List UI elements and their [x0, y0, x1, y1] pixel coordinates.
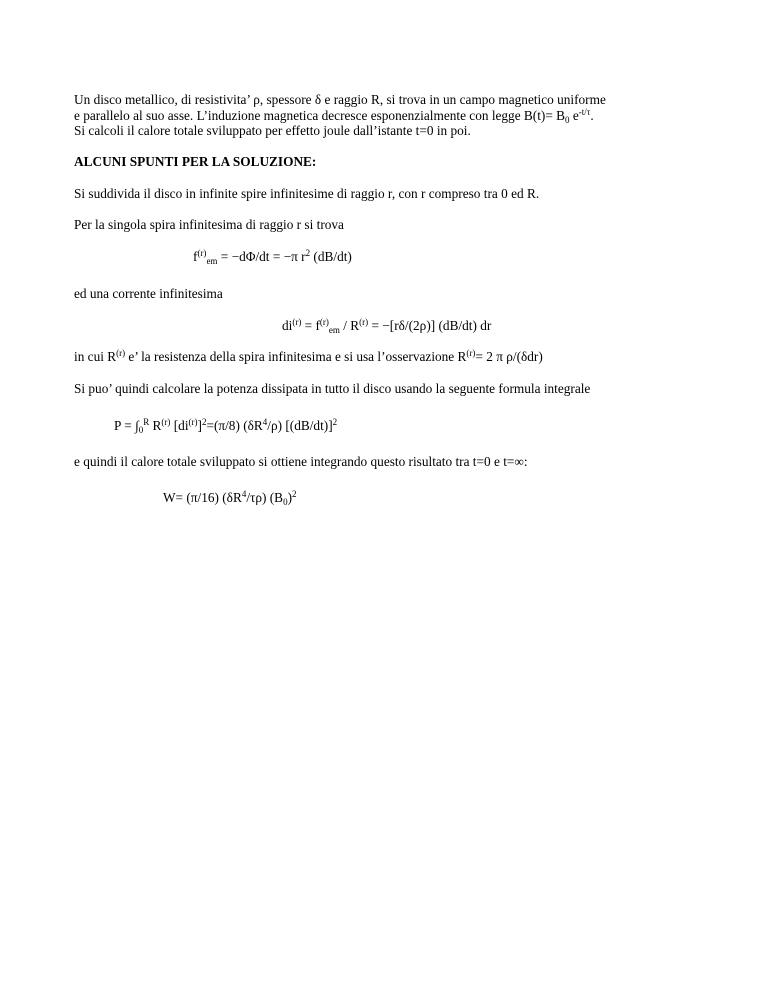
problem-line-3	[74, 123, 471, 139]
solution-paragraph-5: Si puo’ quindi calcolare la potenza dissipata in tutto il disco usando la seguente formula integrale	[74, 381, 591, 396]
problem-line-1	[74, 92, 606, 108]
solution-paragraph-6: e quindi il calore totale sviluppato si ottiene integrando questo risultato tra t=0 e t=∞:	[74, 454, 528, 469]
problem-text: Un disco metallico, di resistivita’ ρ, spessore δ e raggio R, si trova in un campo magnetico uniforme	[74, 92, 606, 107]
problem-text: e parallelo al suo asse. L’induzione magnetica decresce esponenzialmente con legge B(t)= B	[74, 108, 566, 123]
solution-paragraph-3: ed una corrente infinitesima	[74, 286, 223, 301]
solution-paragraph-1: Si suddivida il disco in infinite spire infinitesime di raggio r, con r compreso tra 0 ed R.	[74, 186, 540, 201]
solution-paragraph-2: Per la singola spira infinitesima di raggio r si trova	[74, 217, 344, 232]
subscript: 0	[565, 115, 570, 125]
problem-line-2	[74, 108, 594, 124]
equation-heat: W= (π/16) $(\delta R^4/\tau\rho)$ $(B_0)^2$	[163, 489, 297, 507]
problem-text: .	[590, 108, 594, 123]
equation-current: $di^{(r)} = f^{(r)}_{em} / R^{(r)} = -[r\delta/(2\rho)]$ (dB/dt) dr	[282, 317, 492, 335]
superscript: -t/τ	[578, 107, 591, 117]
problem-text: e	[569, 108, 579, 123]
section-heading: ALCUNI SPUNTI PER LA SOLUZIONE:	[74, 154, 317, 169]
problem-text: Si calcoli il calore totale sviluppato per effetto joule dall’istante t=0 in poi.	[74, 123, 471, 138]
equation-power: $P = \int_0^R$ $R^{(r)}$ $[di^{(r)}]^2=(\pi/8)$ $(\delta R^4/\rho)$ $[(dB/dt)]^2$	[114, 417, 338, 435]
equation-emf: $f^{(r)}_{em} = -d\Phi/dt = -\pi$ $r^2$ (dB/dt)	[193, 248, 352, 266]
solution-paragraph-4: in cui $R^{(r)}$ e’ la resistenza della spira infinitesima e si usa l’osservazione $R^{(r)}= 2$ π ρ/(δdr)	[74, 348, 543, 364]
